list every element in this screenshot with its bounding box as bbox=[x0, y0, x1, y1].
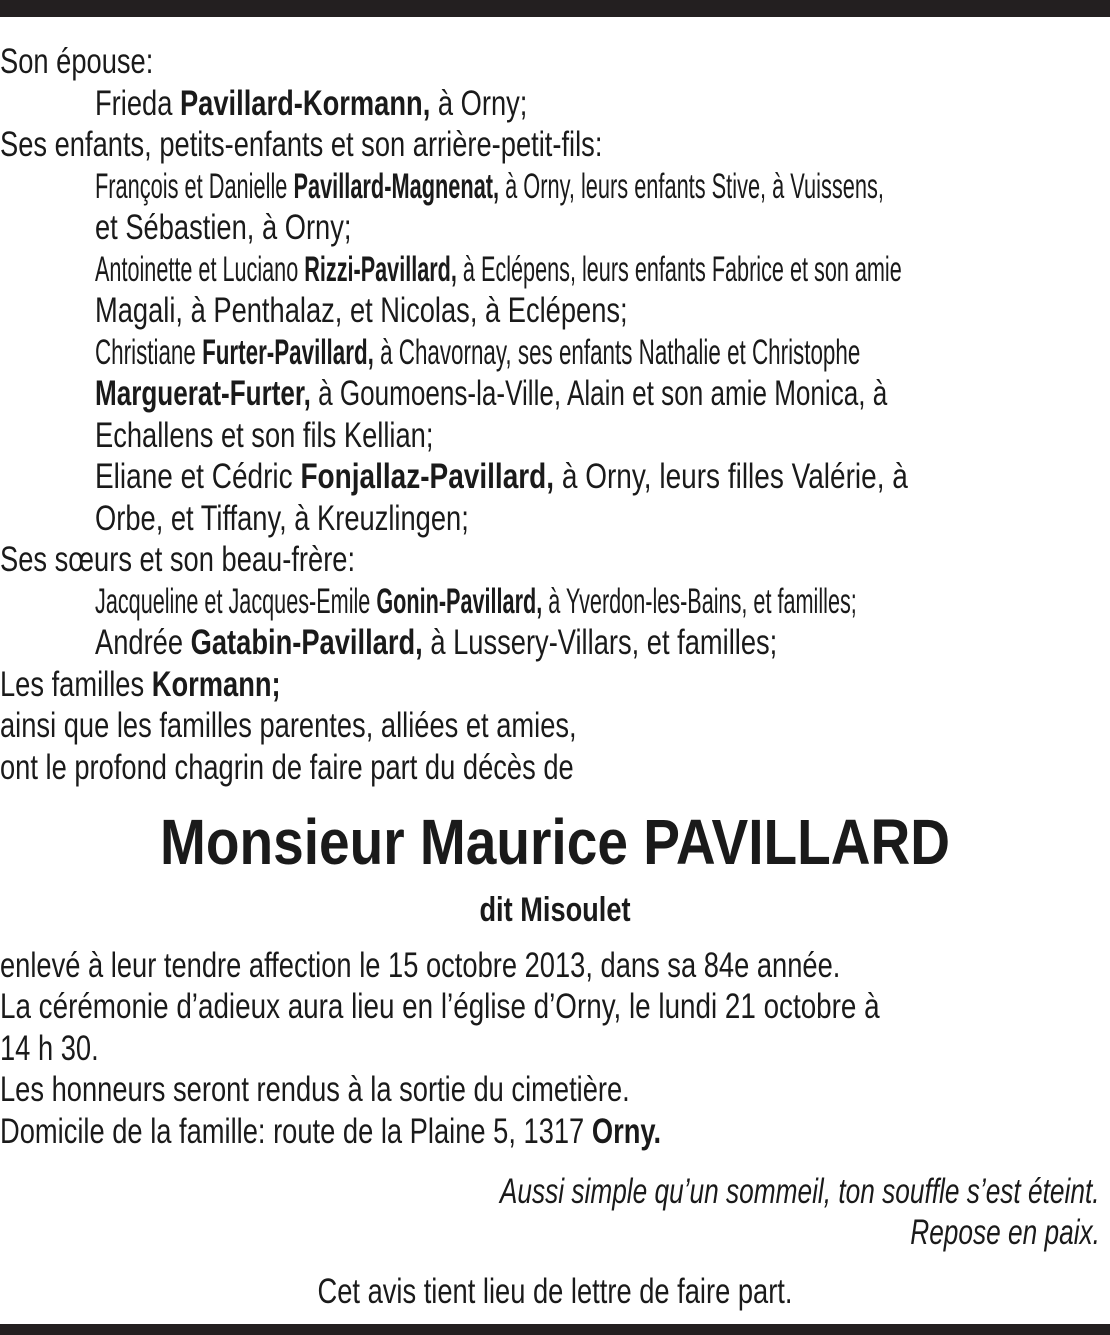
quote-line: Repose en paix. bbox=[910, 1213, 1100, 1252]
child-line: Magali, à Penthalaz, et Nicolas, à Eclépens; bbox=[95, 291, 628, 330]
child-line: Eliane et Cédric Fonjallaz-Pavillard, à Orny, leurs filles Valérie, à bbox=[95, 457, 908, 496]
section-siblings: Ses sœurs et son beau-frère: bbox=[0, 540, 356, 579]
deceased-nickname: dit Misoulet bbox=[479, 891, 631, 929]
section-spouse: Son épouse: bbox=[0, 42, 154, 81]
child-line: François et Danielle Pavillard-Magnenat, à Orny, leurs enfants Stive, à Vuissens, bbox=[95, 167, 884, 206]
families-line: Les familles Kormann; bbox=[0, 665, 281, 704]
ceremony-time: 14 h 30. bbox=[0, 1029, 99, 1068]
ceremony-details: La cérémonie d’adieux aura lieu en l’église d’Orny, le lundi 21 octobre à bbox=[0, 987, 880, 1026]
child-line: Marguerat-Furter, à Goumoens-la-Ville, Alain et son amie Monica, à bbox=[95, 374, 888, 413]
child-line: Antoinette et Luciano Rizzi-Pavillard, à Eclépens, leurs enfants Fabrice et son amie bbox=[95, 250, 902, 289]
footer-note: Cet avis tient lieu de lettre de faire part. bbox=[317, 1272, 793, 1311]
child-line: Echallens et son fils Kellian; bbox=[95, 416, 434, 455]
honours-details: Les honneurs seront rendus à la sortie du cimetière. bbox=[0, 1070, 630, 1109]
sibling-line: Jacqueline et Jacques-Emile Gonin-Pavillard, à Yverdon-les-Bains, et familles; bbox=[95, 582, 857, 621]
bottom-rule bbox=[0, 1324, 1110, 1335]
sibling-line: Andrée Gatabin-Pavillard, à Lussery-Villars, et familles; bbox=[95, 623, 778, 662]
announcement-line: ont le profond chagrin de faire part du décès de bbox=[0, 748, 574, 787]
family-address: Domicile de la famille: route de la Plaine 5, 1317 Orny. bbox=[0, 1112, 662, 1151]
child-line: et Sébastien, à Orny; bbox=[95, 208, 352, 247]
families-line: ainsi que les familles parentes, alliées et amies, bbox=[0, 706, 577, 745]
spouse-line: Frieda Pavillard-Kormann, à Orny; bbox=[95, 84, 528, 123]
section-children: Ses enfants, petits-enfants et son arrière-petit-fils: bbox=[0, 125, 603, 164]
deceased-name: Monsieur Maurice PAVILLARD bbox=[159, 806, 951, 878]
child-line: Christiane Furter-Pavillard, à Chavornay, ses enfants Nathalie et Christophe bbox=[95, 333, 861, 372]
quote-line: Aussi simple qu’un sommeil, ton souffle s’est éteint. bbox=[500, 1172, 1100, 1211]
child-line: Orbe, et Tiffany, à Kreuzlingen; bbox=[95, 499, 469, 538]
top-rule bbox=[0, 0, 1110, 17]
death-details: enlevé à leur tendre affection le 15 octobre 2013, dans sa 84e année. bbox=[0, 946, 841, 985]
